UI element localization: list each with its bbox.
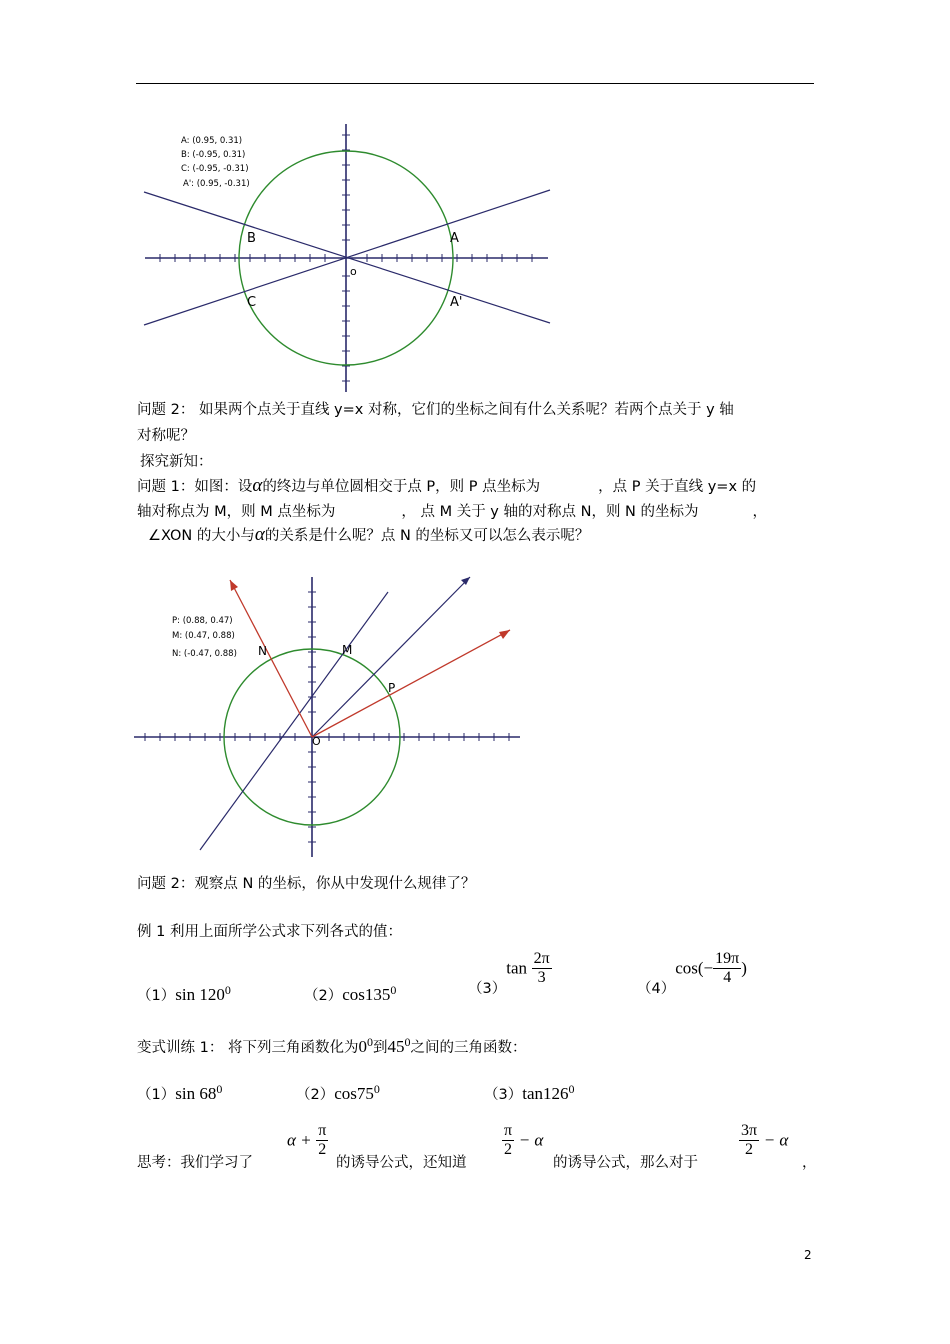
think-e1-frac [316, 1122, 328, 1159]
variant-text-a: 变式训练 1： 将下列三角函数化为 [137, 1039, 359, 1056]
var-num-1: （1） [137, 1086, 176, 1103]
think-expr-2 [502, 1122, 543, 1159]
origin-label-2: O [312, 735, 321, 748]
figure-unit-circle-symmetry [130, 120, 560, 400]
point-label-M: M [342, 643, 353, 657]
question-1-line1 [137, 473, 756, 500]
q1-text-2c: ， [752, 504, 768, 520]
think-e3-den: 2 [745, 1141, 754, 1158]
legend-A-prime: A': (0.95, -0.31) [183, 179, 250, 189]
alpha-symbol: α [252, 475, 263, 496]
ex1-item-3 [468, 950, 552, 997]
think-e3-frac [739, 1122, 759, 1159]
q1-text-3a: ∠XON 的大小与 [148, 528, 255, 544]
q1-text-c: ，点 P 关于直线 y=x 的 [598, 479, 757, 495]
ex1-frac3-num: 2π [533, 950, 550, 967]
example-1-heading: 例 1 利用上面所学公式求下列各式的值： [137, 924, 402, 940]
legend-M: M: (0.47, 0.88) [172, 631, 235, 641]
explore-heading: 探究新知： [140, 454, 213, 470]
ray-ON [230, 580, 312, 737]
ex1-frac-3 [532, 950, 552, 987]
ex1-num-3: （3） [468, 980, 507, 997]
variant-item-1 [137, 1076, 222, 1108]
variant-range-a: 0 [358, 1036, 367, 1056]
think-e1-den: 2 [318, 1141, 327, 1158]
ex1-num-1: （1） [137, 987, 176, 1004]
var-expr-2: cos75 [334, 1083, 374, 1103]
ex1-frac3-den: 3 [537, 969, 546, 986]
figure-reflection-points [130, 572, 530, 862]
ex1-fn-4: cos(− [675, 958, 714, 978]
ex1-num-4: （4） [637, 980, 676, 997]
ex1-num-2: （2） [304, 987, 343, 1004]
variant-item-3 [484, 1076, 575, 1108]
var-sup-2: 0 [373, 1082, 380, 1096]
think-e1-lead: α + [287, 1130, 312, 1150]
think-text-a: 思考：我们学习了 [137, 1155, 253, 1171]
ex1-expr-1: sin 120 [175, 984, 225, 1004]
ex1-sup-2: 0 [390, 983, 397, 997]
page-number: 2 [804, 1248, 812, 1262]
think-text-b: 的诱导公式，还知道 [336, 1155, 467, 1171]
variant-range-b-sup: 0 [404, 1035, 411, 1049]
q1-text-a: 问题 1：如图：设 [137, 479, 253, 495]
question-2b: 问题 2：观察点 N 的坐标，你从中发现什么规律了？ [137, 876, 476, 892]
ex1-sup-1: 0 [224, 983, 231, 997]
think-e3-num: 3π [741, 1122, 758, 1139]
variant-item-2 [296, 1076, 380, 1108]
variant-text-mid: 到 [372, 1039, 388, 1056]
point-label-P: P [388, 681, 396, 695]
q1-text-b: 的终边与单位圆相交于点 P，则 P 点坐标为 [262, 479, 541, 495]
think-e3-tail: − α [763, 1130, 789, 1150]
legend-N: N: (-0.47, 0.88) [172, 649, 237, 659]
variant-text-end: 之间的三角函数： [410, 1039, 527, 1056]
variant-heading [137, 1029, 526, 1061]
point-label-A: A [450, 231, 459, 246]
var-expr-1: sin 68 [175, 1083, 217, 1103]
alpha-symbol-2: α [254, 524, 265, 545]
point-label-B: B [247, 231, 256, 246]
var-expr-3: tan126 [522, 1083, 569, 1103]
var-num-2: （2） [296, 1086, 335, 1103]
ex1-item-4 [637, 950, 747, 997]
ray-OM [312, 577, 470, 737]
ex1-frac4-num: 19π [715, 950, 740, 967]
point-label-C: C [247, 295, 257, 310]
ex1-frac4-den: 4 [723, 969, 732, 986]
ex1-item-2 [304, 977, 396, 1009]
legend-P: P: (0.88, 0.47) [172, 616, 233, 626]
think-text-d: ， [802, 1155, 817, 1171]
think-e2-num: π [504, 1122, 513, 1139]
header-rule [136, 83, 814, 84]
ex1-expr-2: cos135 [342, 984, 391, 1004]
ex1-item-1 [137, 977, 231, 1009]
ex1-close-4: ) [741, 958, 747, 978]
point-label-A-prime: A' [450, 295, 463, 310]
question-2-line2: 对称呢？ [137, 428, 195, 444]
point-label-N: N [258, 644, 267, 658]
think-e2-frac [502, 1122, 514, 1159]
q1-text-3b: 的关系是什么呢？点 N 的坐标又可以怎么表示呢？ [264, 528, 590, 544]
var-sup-1: 0 [216, 1082, 223, 1096]
variant-range-b: 45 [387, 1036, 405, 1056]
q1-text-2b: ， 点 M 关于 y 轴的对称点 N，则 N 的坐标为 [401, 504, 699, 520]
think-e2-tail: − α [518, 1130, 544, 1150]
variant-range-a-sup: 0 [366, 1035, 373, 1049]
legend-B: B: (-0.95, 0.31) [181, 150, 246, 160]
legend-A: A: (0.95, 0.31) [181, 136, 243, 146]
think-text-c: 的诱导公式，那么对于 [553, 1155, 698, 1171]
ex1-fn-3: tan [506, 958, 528, 978]
think-e1-num: π [318, 1122, 327, 1139]
think-e2-den: 2 [504, 1141, 513, 1158]
question-1-line3 [148, 522, 589, 549]
var-num-3: （3） [484, 1086, 523, 1103]
think-expr-1 [287, 1122, 328, 1159]
think-expr-3 [739, 1122, 788, 1159]
legend-C: C: (-0.95, -0.31) [181, 164, 249, 174]
q1-text-2a: 轴对称点为 M，则 M 点坐标为 [137, 504, 336, 520]
question-2-line1: 问题 2： 如果两个点关于直线 y=x 对称，它们的坐标之间有什么关系呢？若两个点关于 y 轴 [137, 402, 734, 418]
var-sup-3: 0 [568, 1082, 575, 1096]
ex1-frac-4 [713, 950, 741, 987]
origin-label: o [350, 265, 357, 278]
